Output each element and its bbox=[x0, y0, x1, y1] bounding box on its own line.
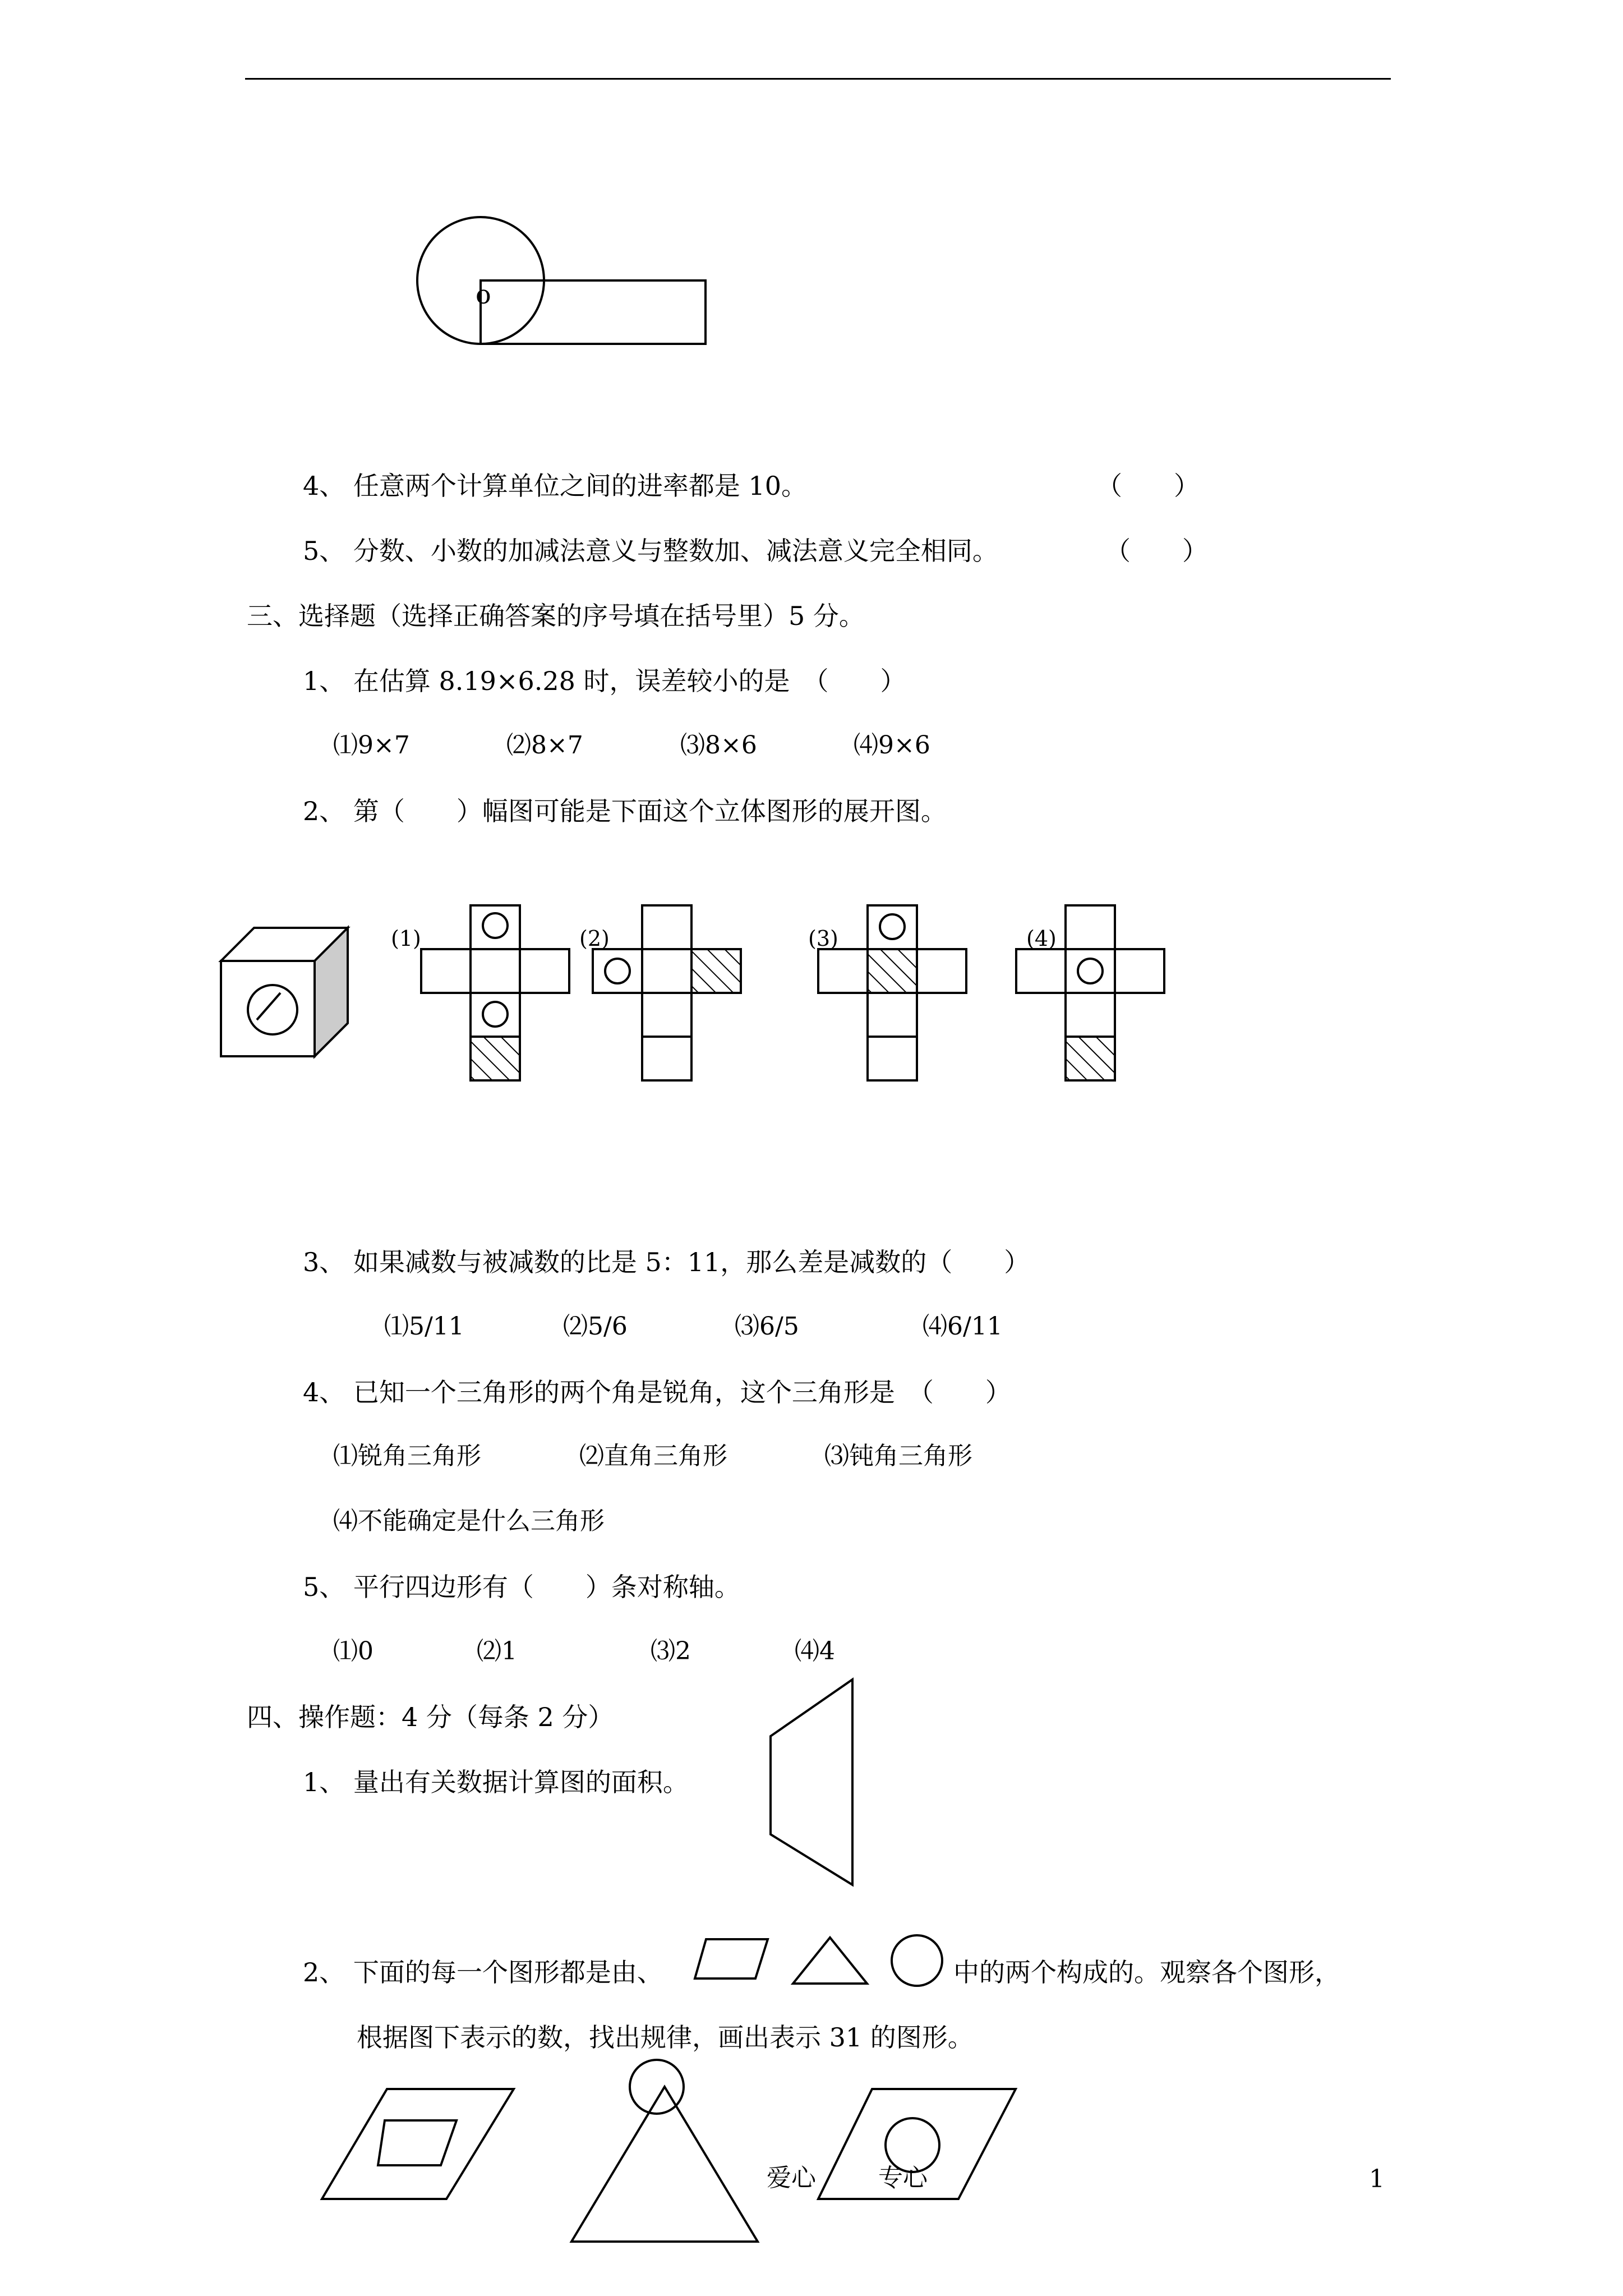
operation-question-1: 1、 量出有关数据计算图的面积。 bbox=[303, 1767, 689, 1797]
choice-q5-option-4[interactable]: ⑷4 bbox=[795, 1637, 835, 1665]
net-figure-3[interactable] bbox=[816, 903, 973, 1083]
net-label-3: (3) bbox=[808, 926, 838, 951]
net-label-1: (1) bbox=[391, 926, 421, 951]
footer-left-text: 爱心 bbox=[767, 2164, 816, 2192]
judge-question-4: 4、 任意两个计算单位之间的进率都是 10。 bbox=[303, 471, 808, 501]
choice-q3-option-2[interactable]: ⑵5/6 bbox=[563, 1312, 628, 1341]
section-4-title: 四、操作题：4 分（每条 2 分） bbox=[247, 1702, 614, 1732]
net-figure-2[interactable] bbox=[591, 903, 748, 1083]
choice-q3-option-1[interactable]: ⑴5/11 bbox=[384, 1312, 464, 1341]
section-3-title: 三、选择题（选择正确答案的序号填在括号里）5 分。 bbox=[247, 601, 865, 631]
choice-q1-option-4[interactable]: ⑷9×6 bbox=[854, 731, 930, 760]
operation-question-2-end: 中的两个构成的。观察各个图形， bbox=[953, 1957, 1340, 1987]
net-figure-1[interactable] bbox=[419, 903, 576, 1083]
choice-q5-option-2[interactable]: ⑵1 bbox=[477, 1637, 517, 1665]
choice-q3-option-4[interactable]: ⑷6/11 bbox=[923, 1312, 1003, 1341]
trapezoid-figure bbox=[763, 1677, 864, 1890]
choice-question-3: 3、 如果减数与被减数的比是 5：11，那么差是减数的（ ） bbox=[303, 1247, 1030, 1277]
choice-q5-option-1[interactable]: ⑴0 bbox=[333, 1637, 374, 1665]
cube-figure bbox=[219, 926, 353, 1060]
choice-q4-option-4[interactable]: ⑷不能确定是什么三角形 bbox=[333, 1507, 605, 1535]
circle-center-label: o bbox=[476, 279, 491, 310]
triangle-with-circle-figure bbox=[569, 2053, 760, 2244]
choice-question-2: 2、 第（ ）幅图可能是下面这个立体图形的展开图。 bbox=[303, 796, 947, 826]
choice-q5-option-3[interactable]: ⑶2 bbox=[651, 1637, 691, 1665]
judge-question-4-blank[interactable]: （ ） bbox=[1096, 471, 1200, 501]
choice-question-5: 5、 平行四边形有（ ）条对称轴。 bbox=[303, 1572, 740, 1602]
judge-question-5-blank[interactable]: （ ） bbox=[1105, 536, 1208, 566]
choice-q1-option-3[interactable]: ⑶8×6 bbox=[680, 731, 757, 760]
parallelogram-with-square-figure bbox=[320, 2087, 516, 2205]
circle-icon bbox=[889, 1932, 945, 1989]
net-label-2: (2) bbox=[579, 926, 610, 951]
choice-q4-option-3[interactable]: ⑶钝角三角形 bbox=[824, 1442, 972, 1470]
choice-q1-option-2[interactable]: ⑵8×7 bbox=[506, 731, 583, 760]
footer-right-text: 专心 bbox=[878, 2164, 928, 2192]
choice-question-4: 4、 已知一个三角形的两个角是锐角，这个三角形是 （ ） bbox=[303, 1377, 1011, 1407]
parallelogram-icon bbox=[693, 1937, 771, 1982]
net-label-4: (4) bbox=[1026, 926, 1057, 951]
header-rule bbox=[245, 78, 1391, 80]
operation-question-2-line-2: 根据图下表示的数，找出规律，画出表示 31 的图形。 bbox=[357, 2022, 974, 2053]
choice-question-1: 1、 在估算 8.19×6.28 时，误差较小的是 （ ） bbox=[303, 666, 906, 696]
circle-rectangle-figure bbox=[415, 222, 712, 356]
choice-q4-option-1[interactable]: ⑴锐角三角形 bbox=[333, 1442, 481, 1470]
choice-q4-option-2[interactable]: ⑵直角三角形 bbox=[579, 1442, 727, 1470]
operation-question-2-start: 2、 下面的每一个图形都是由、 bbox=[303, 1957, 663, 1987]
choice-q1-option-1[interactable]: ⑴9×7 bbox=[333, 731, 410, 760]
judge-question-5: 5、 分数、小数的加减法意义与整数加、减法意义完全相同。 bbox=[303, 536, 998, 566]
net-figure-4[interactable] bbox=[1014, 903, 1171, 1083]
triangle-icon bbox=[791, 1935, 869, 1986]
choice-q3-option-3[interactable]: ⑶6/5 bbox=[735, 1312, 799, 1341]
page-number: 1 bbox=[1369, 2165, 1385, 2193]
